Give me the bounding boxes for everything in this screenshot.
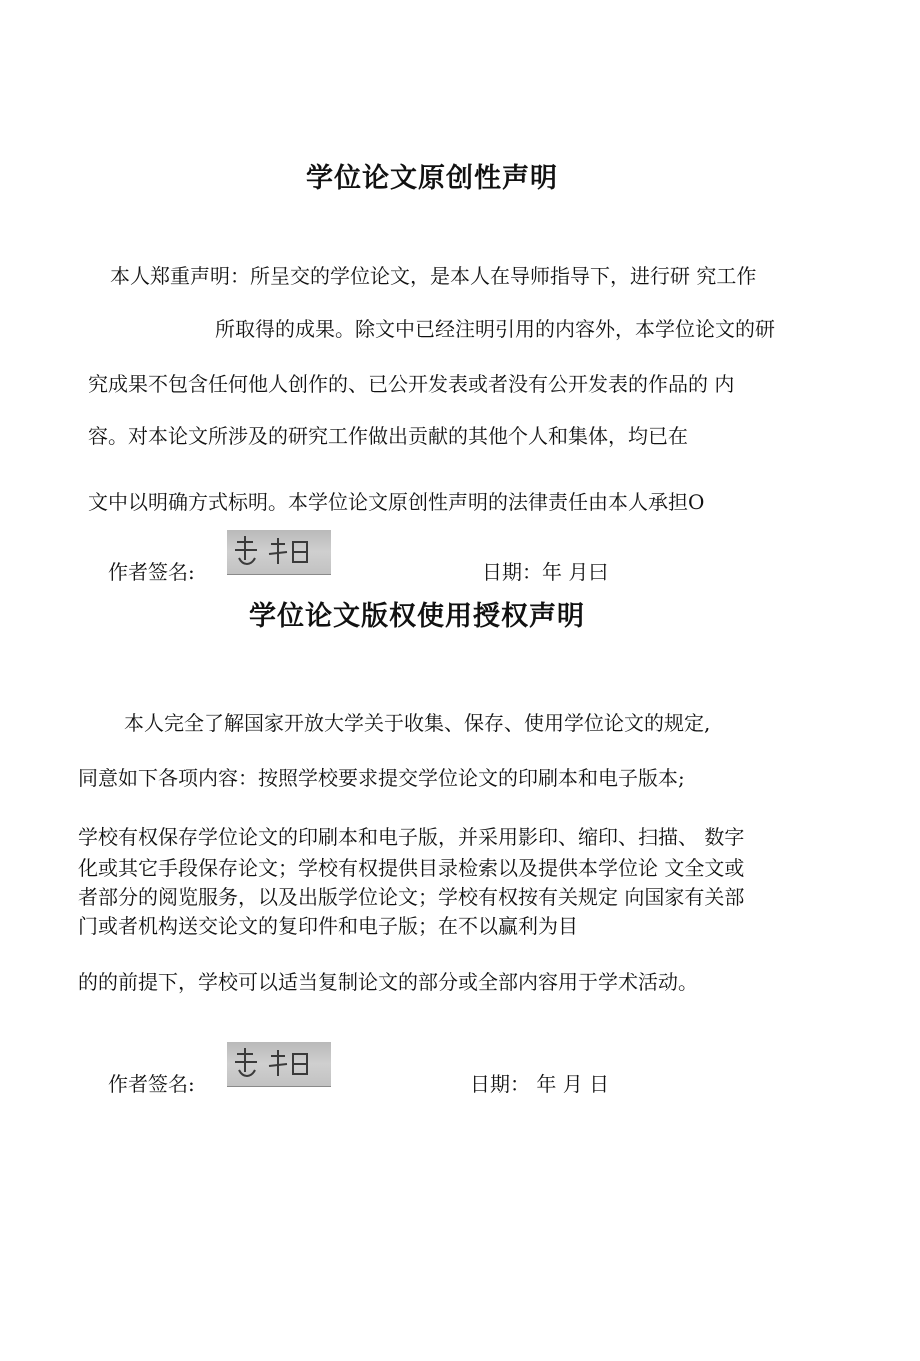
- copyright-date-label: 日期： 年 月 日: [470, 1072, 610, 1096]
- copyright-author-label: 作者签名:: [108, 1072, 195, 1096]
- declaration-signature-image: [227, 530, 331, 575]
- declaration-line-5: 文中以明确方式标明。本学位论文原创性声明的法律责任由本人承担O: [88, 490, 705, 514]
- copyright-line-3: 学校有权保存学位论文的印刷本和电子版，并采用影印、缩印、扫描、 数字: [78, 825, 745, 849]
- copyright-line-1: 本人完全了解国家开放大学关于收集、保存、使用学位论文的规定,: [124, 711, 711, 735]
- declaration-line-3: 究成果不包含任何他人创作的、已公开发表或者没有公开发表的作品的 内: [88, 372, 735, 396]
- declaration-title: 学位论文原创性声明: [306, 163, 558, 194]
- copyright-title: 学位论文版权使用授权声明: [249, 601, 585, 632]
- declaration-date-label: 日期：年 月曰: [482, 560, 609, 584]
- declaration-line-2: 所取得的成果。除文中已经注明引用的内容外，本学位论文的研: [215, 317, 775, 341]
- copyright-line-2: 同意如下各项内容：按照学校要求提交学位论文的印刷本和电子版本;: [78, 766, 685, 790]
- declaration-author-label: 作者签名:: [108, 560, 195, 584]
- declaration-line-4: 容。对本论文所涉及的研究工作做出贡献的其他个人和集体，均已在: [88, 424, 688, 448]
- copyright-line-5: 者部分的阅览服务，以及出版学位论文；学校有权按有关规定 向国家有关部: [78, 885, 745, 909]
- declaration-line-1: 本人郑重声明：所呈交的学位论文，是本人在导师指导下，进行研 究工作: [110, 264, 757, 288]
- copyright-line-6: 门或者机构送交论文的复印件和电子版；在不以赢利为目: [78, 914, 578, 938]
- copyright-line-4: 化或其它手段保存论文；学校有权提供目录检索以及提供本学位论 文全文或: [78, 856, 745, 880]
- copyright-line-7: 的的前提下，学校可以适当复制论文的部分或全部内容用于学术活动。: [78, 970, 698, 994]
- copyright-signature-image: [227, 1042, 331, 1087]
